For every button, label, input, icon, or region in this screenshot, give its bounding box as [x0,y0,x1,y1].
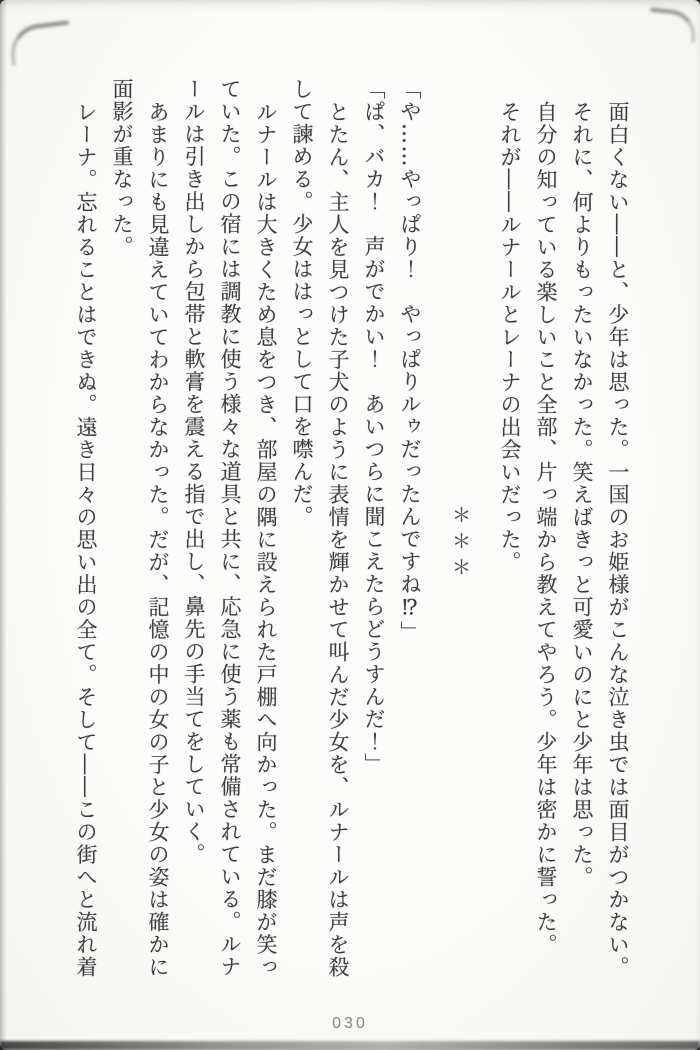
scan-artifact-corner-top-right [648,8,698,43]
text-line: 自分の知っている楽しいこと全部、片っ端から教えてやろう。少年は密かに誓った。 [534,100,558,956]
text-line: 面白くない――と、少年は思った。一国のお姫様がこんな泣き虫では面目がつかない。 [606,100,630,978]
text-line: ールは引き出しから包帯と軟膏を震える指で出し、鼻先の手当てをしていく。 [182,78,206,866]
text-line: 面影が重なった。 [110,78,134,258]
scene-break-separator: ＊＊＊ [449,505,471,583]
text-line: それが――ルナールとレーナの出会いだった。 [498,100,522,573]
page-number: 030 [332,1015,368,1032]
scan-artifact-corner-top-left [8,20,73,65]
scan-artifact-left-edge [0,0,7,1050]
text-line: して諫める。少女ははっとして口を噤んだ。 [290,78,314,528]
text-line: ルナールは大きくため息をつき、部屋の隅に設えられた戸棚へ向かった。まだ膝が笑っ [254,100,278,978]
text-line: 「ぱ、バカ！ 声がでかい！ あいつらに聞こえたらどうすんだ！」 [362,78,386,776]
scan-artifact-bottom-edge [0,1041,700,1050]
text-line: あまりにも見違えていてわからなかった。だが、記憶の中の女の子と少女の姿は確かに [146,100,170,978]
text-line: とたん、主人を見つけた子犬のように表情を輝かせて叫んだ少女を、ルナールは声を殺 [326,100,350,978]
text-line: それに、何よりもったいなかった。笑えばきっと可愛いのにと少年は思った。 [570,100,594,888]
text-line: 「や……やっぱり！ やっぱりルゥだったんですね⁉」 [398,78,422,644]
text-line: ていた。この宿には調教に使う様々な道具と共に、応急に使う薬も常備されている。ルナ [218,78,242,978]
vertical-text-block [68,78,636,1010]
text-line: レーナ。忘れることはできぬ。遠き日々の思い出の全て。そして――この街へと流れ着 [74,100,98,978]
